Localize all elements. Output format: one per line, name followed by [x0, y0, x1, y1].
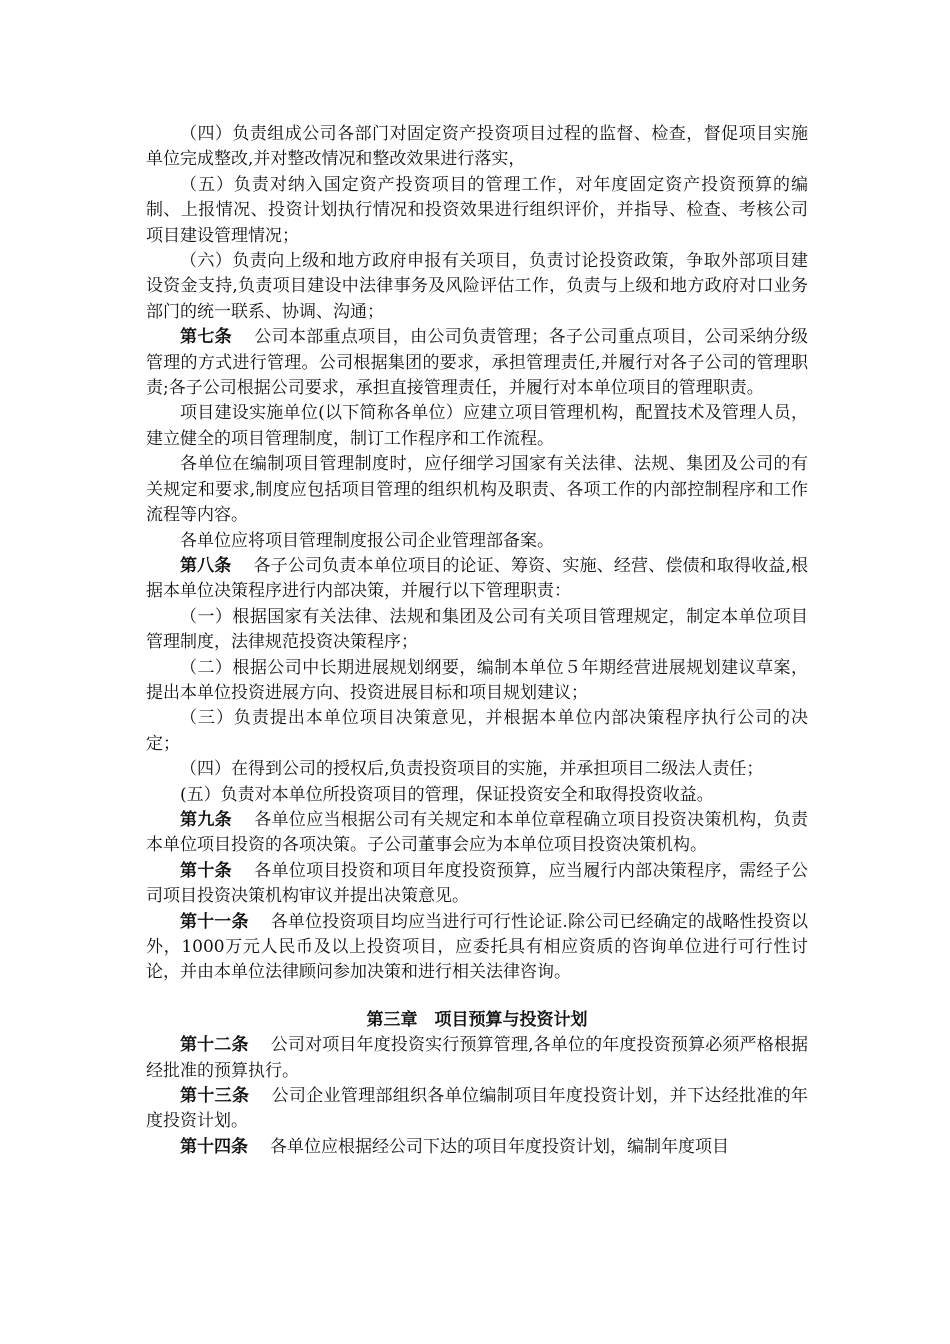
paragraph-9: （一）根据国家有关法律、法规和集团及公司有关项目管理规定，制定本单位项目管理制度，法律规范投资决策程序；: [146, 606, 808, 653]
paragraph-12: （四）在得到公司的授权后,负责投资项目的实施，并承担项目二级法人责任；: [180, 759, 764, 780]
article-label: 第十二条: [180, 1035, 249, 1056]
chapter-title: 第三章 项目预算与投资计划: [366, 1009, 588, 1030]
article-label: 第十四条: [180, 1136, 248, 1157]
paragraph-3: （六）负责向上级和地方政府申报有关项目，负责讨论投资政策，争取外部项目建设资金支持,负责项目建设中法律事务及风险评估工作，负责与上级和地方政府对口业务部门的统一联系、协调、沟通；: [146, 251, 808, 322]
paragraph-5: 项目建设实施单位(以下简称各单位）应建立项目管理机构，配置技术及管理人员，建立健全的项目管理制度，制订工作程序和工作流程。: [146, 403, 808, 449]
document-body: [146, 122, 808, 1160]
paragraph-10: （二）根据公司中长期进展规划纲要，编制本单位５年期经营进展规划建议草案，提出本单位投资进展方向、投资进展目标和项目规划建议；: [146, 657, 808, 703]
article-label: 第九条: [180, 809, 232, 830]
article-8: 第八条 各子公司负责本单位项目的论证、筹资、实施、经营、偿债和取得收益,根据本单位决策程序进行内部决策，并履行以下管理职责：: [146, 555, 808, 602]
article-9: 第九条 各单位应当根据公司有关规定和本单位章程确立项目投资决策机构，负责本单位项目投资的各项决策。子公司董事会应为本单位项目投资决策机构。: [146, 809, 809, 856]
paragraph-11: （三）负责提出本单位项目决策意见，并根据本单位内部决策程序执行公司的决定；: [146, 708, 808, 754]
paragraph-6: 各单位在编制项目管理制度时，应仔细学习国家有关法律、法规、集团及公司的有关规定和要求,制度应包括项目管理的组织机构及职责、各项工作的内部控制程序和工作流程等内容。: [146, 454, 808, 526]
article-12: 第十二条 公司对项目年度投资实行预算管理,各单位的年度投资预算必须严格根据经批准的预算执行。: [146, 1035, 808, 1081]
article-10: 第十条 各单位项目投资和项目年度投资预算，应当履行内部决策程序，需经子公司项目投资决策机构审议并提出决策意见。: [146, 860, 809, 907]
article-label: 第十一条: [180, 911, 249, 932]
article-14: 第十四条 各单位应根据经公司下达的项目年度投资计划，编制年度项目: [180, 1136, 729, 1157]
paragraph-2: （五）负责对纳入国定资产投资项目的管理工作，对年度固定资产投资预算的编制、上报情况、投资计划执行情况和投资效果进行组织评价，并指导、检查、考核公司项目建设管理情况；: [146, 174, 808, 246]
article-label: 第八条: [180, 555, 232, 576]
paragraph-7: 各单位应将项目管理制度报公司企业管理部备案。: [180, 530, 554, 551]
article-7: 第七条 公司本部重点项目，由公司负责管理；各子公司重点项目，公司采纳分级管理的方式进行管理。公司根据集团的要求，承担管理责任,并履行对各子公司的管理职责;各子公司根据公司要求，承担直接管理责任，并履行对本单位项目的管理职责。: [146, 327, 809, 399]
article-11: 第十一条 各单位投资项目均应当进行可行性论证.除公司已经确定的战略性投资以外，1000万元人民币及以上投资项目，应委托具有相应资质的咨询单位进行可行性讨论，并由本单位法律顾问参加决策和进行相关法律咨询。: [146, 911, 808, 983]
article-label: 第七条: [180, 327, 232, 348]
article-label: 第十三条: [180, 1086, 250, 1107]
article-label: 第十条: [180, 860, 232, 881]
paragraph-1: （四）负责组成公司各部门对固定资产投资项目过程的监督、检查，督促项目实施单位完成整改,并对整改情况和整改效果进行落实，: [146, 124, 808, 170]
article-13: 第十三条 公司企业管理部组织各单位编制项目年度投资计划，并下达经批准的年度投资计划。: [146, 1086, 809, 1132]
paragraph-13: (五）负责对本单位所投资项目的管理，保证投资安全和取得投资收益。: [180, 784, 714, 805]
